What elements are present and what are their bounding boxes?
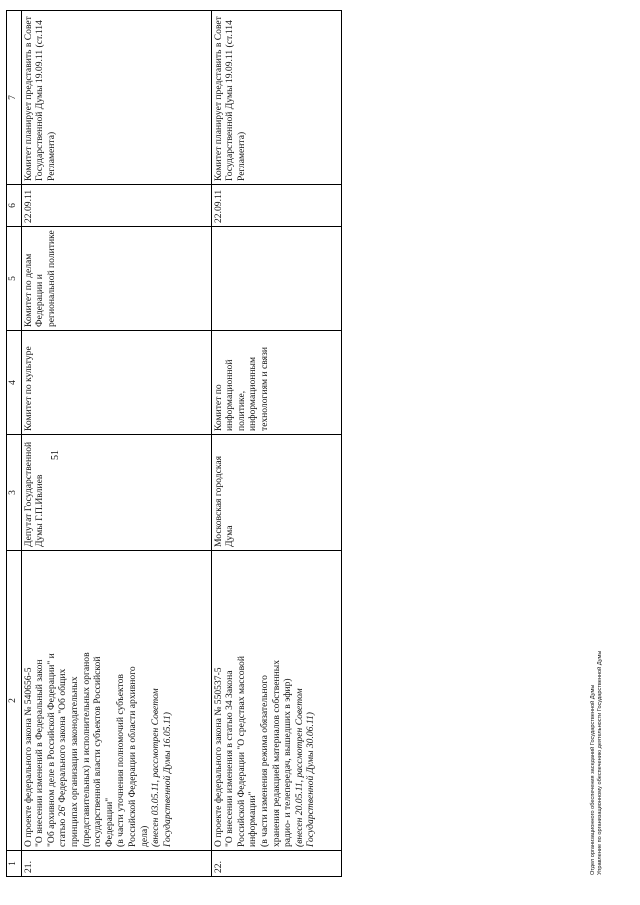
responsible-committee: Комитет по культуре bbox=[21, 331, 211, 435]
bill-note-line: хранения редакцией материалов собственных bbox=[270, 660, 282, 847]
bill-note-line: дела) bbox=[138, 825, 150, 847]
bill-description bbox=[211, 551, 341, 851]
committee-plan: Комитет планирует представить в Совет Государственной Думы 19.09.11 (ст.114 Регламента) bbox=[21, 11, 211, 185]
co-executor-committee bbox=[211, 227, 341, 331]
header-cell: 6 bbox=[7, 185, 22, 227]
bill-title-line: (представительных) и исполнительных органов bbox=[80, 652, 92, 847]
page-number: 51 bbox=[50, 450, 61, 460]
bill-author: Московская городская Дума bbox=[211, 435, 341, 551]
header-row bbox=[7, 11, 22, 877]
footer-line: Управление по организационному обеспечению деятельности Государственной Думы bbox=[597, 650, 603, 875]
review-date: 22.09.11 bbox=[211, 185, 341, 227]
bill-description bbox=[21, 551, 211, 851]
legislation-table bbox=[6, 10, 342, 877]
bill-intro-line: Государственной Думы 16.05.11) bbox=[161, 712, 173, 847]
table-row bbox=[211, 11, 341, 877]
bill-title-line: информации" bbox=[247, 791, 259, 847]
review-date: 22.09.11 bbox=[21, 185, 211, 227]
header-cell: 5 bbox=[7, 227, 22, 331]
header-cell: 3 bbox=[7, 435, 22, 551]
footer-line: Отдел организационного обеспечения заседаний Государственной Думы bbox=[590, 684, 596, 875]
responsible-committee: Комитет по информационной политике, информационным технологиям и связи bbox=[211, 331, 341, 435]
co-executor-committee: Комитет по делам Федерации и региональной политике bbox=[21, 227, 211, 331]
bill-title-line: статью 26' Федерального закона "Об общих bbox=[57, 668, 69, 847]
footer bbox=[590, 651, 604, 875]
bill-note-line: (в части изменения режима обязательного bbox=[258, 675, 270, 847]
header-cell: 4 bbox=[7, 331, 22, 435]
bill-title-line: "О внесении изменения в статью 34 Закона bbox=[224, 670, 236, 847]
bill-title-line: государственной власти субъектов Российской bbox=[92, 656, 104, 847]
bill-title-line: О проекте федерального закона № 540656-5 bbox=[22, 667, 34, 847]
bill-title-line: Российской Федерации "О средствах массовой bbox=[235, 656, 247, 847]
bill-intro-line: (внесен 20.05.11, рассмотрен Советом bbox=[293, 688, 305, 847]
header-cell: 1 bbox=[7, 851, 22, 877]
bill-title-line: "О внесении изменений в Федеральный закон bbox=[34, 659, 46, 847]
bill-title-line: "Об архивном деле в Российской Федерации" и bbox=[45, 653, 57, 847]
bill-title-line: принципах организации законодательных bbox=[68, 676, 80, 847]
header-cell: 7 bbox=[7, 11, 22, 185]
bill-note-line: (в части уточнения полномочий субъектов bbox=[115, 674, 127, 847]
bill-title-line: Федерации" bbox=[103, 797, 115, 847]
bill-intro-line: (внесен 03.05.11, рассмотрен Советом bbox=[150, 688, 162, 847]
header-cell: 2 bbox=[7, 551, 22, 851]
table-row bbox=[21, 11, 211, 877]
row-number: 22. bbox=[211, 851, 341, 877]
bill-note-line: Российской Федерации в области архивного bbox=[126, 666, 138, 847]
row-number: 21. bbox=[21, 851, 211, 877]
bill-title-line: О проекте федерального закона № 550537-5 bbox=[212, 667, 224, 847]
bill-author: Депутат Государственной Думы Г.П.Ивлиев bbox=[21, 435, 211, 551]
bill-note-line: радио- и телепередач, вышедших в эфир) bbox=[282, 678, 294, 847]
bill-intro-line: Государственной Думы 30.06.11) bbox=[305, 712, 317, 847]
committee-plan: Комитет планирует представить в Совет Государственной Думы 19.09.11 (ст.114 Регламента) bbox=[211, 11, 341, 185]
